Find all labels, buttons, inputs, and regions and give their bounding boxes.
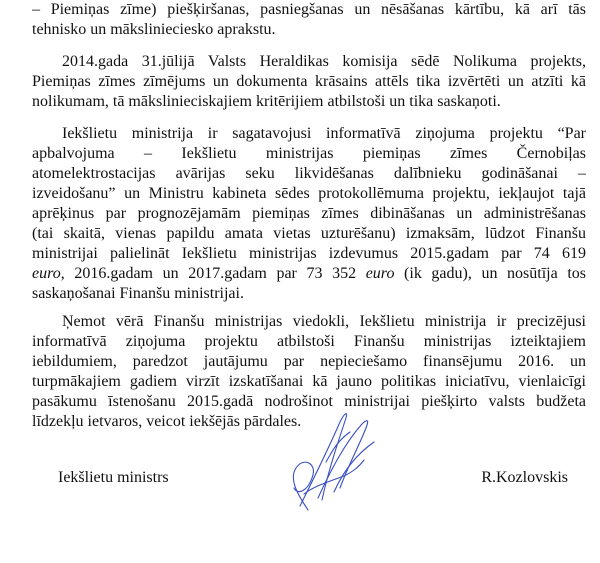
text-line-mixed: euro, 2016.gadam un 2017.gadam par 73 352 euro (ik gadu), un nosūtīja tos: [32, 265, 586, 282]
text-line: Piemiņas zīmes zīmējums un dokumenta krāsains attēls tika izvērtēti un atzīti kā: [32, 73, 586, 90]
signature-stroke: [326, 432, 350, 462]
document-page: [32, 0, 586, 432]
text-line: aprēķinus par prognozējamām piemiņas zīmes dibināšanas un administrēšanas: [32, 205, 586, 222]
text-line: – Piemiņas zīme) piešķiršanas, pasniegšanas un nēsāšanas kārtību, kā arī tās: [32, 1, 586, 18]
text-line: izveidošanu” un Ministru kabineta sēdes protokollēmuma projektu, iekļaujot tajā: [32, 185, 586, 202]
signature-block: [58, 468, 568, 490]
text-line: pasākumu īstenošanu 2015.gadā nodrošinot ministrijai piešķirto valsts budžeta: [32, 393, 586, 410]
paragraph-1: [32, 52, 586, 112]
handwritten-signature: [278, 402, 388, 514]
text-line: informatīvā ziņojuma projektu atbilstoši Finanšu ministrijas izteiktajiem: [32, 333, 586, 350]
paragraph-2: [32, 124, 586, 304]
text-line: turpmākajiem gadiem virzīt izskatīšanai kā jauno politikas iniciatīvu, vienlaicīgi: [32, 373, 586, 390]
signatory-title: Iekšlietu ministrs: [58, 469, 169, 486]
text-line: iebildumiem, paredzot jautājumu par nepieciešamo finansējumu 2016. un: [32, 353, 586, 370]
text-line: līdzekļu ietvaros, veicot iekšējās pārdales.: [32, 413, 302, 430]
text-line: atomelektrostacijas avārijas seku likvidēšanas dalībnieku godināšanai –: [32, 165, 586, 182]
paragraph-0: [32, 0, 586, 40]
currency-italic: euro: [32, 265, 61, 282]
text-line: (tai skaitā, vienas papildu amata vietas uzturēšanu) izmaksām, lūdzot Finanšu: [32, 225, 586, 242]
text-line: ministrijai palielināt Iekšlietu ministrijas izdevumus 2015.gadam par 74 619: [32, 245, 586, 262]
text-line: Iekšlietu ministrija ir sagatavojusi informatīvā ziņojuma projektu “Par: [62, 125, 586, 142]
text-line: nolikumam, tā mākslinieciskajiem kritērijiem atbilstoši un tika saskaņoti.: [32, 93, 501, 110]
text-line: saskaņošanai Finanšu ministrijai.: [32, 285, 244, 302]
text-line: 2014.gada 31.jūlijā Valsts Heraldikas komisija sēdē Nolikuma projekts,: [62, 53, 586, 70]
text-line: tehnisko un mākslinieciesko aprakstu.: [32, 21, 276, 38]
currency-italic: euro: [365, 265, 395, 282]
text-line: Ņemot vērā Finanšu ministrijas viedokli, Iekšlietu ministrija ir precizējusi: [62, 313, 586, 330]
signatory-name: R.Kozlovskis: [481, 469, 568, 486]
text-line: apbalvojuma – Iekšlietu ministrijas piemiņas zīmes Černobiļas: [32, 145, 586, 162]
